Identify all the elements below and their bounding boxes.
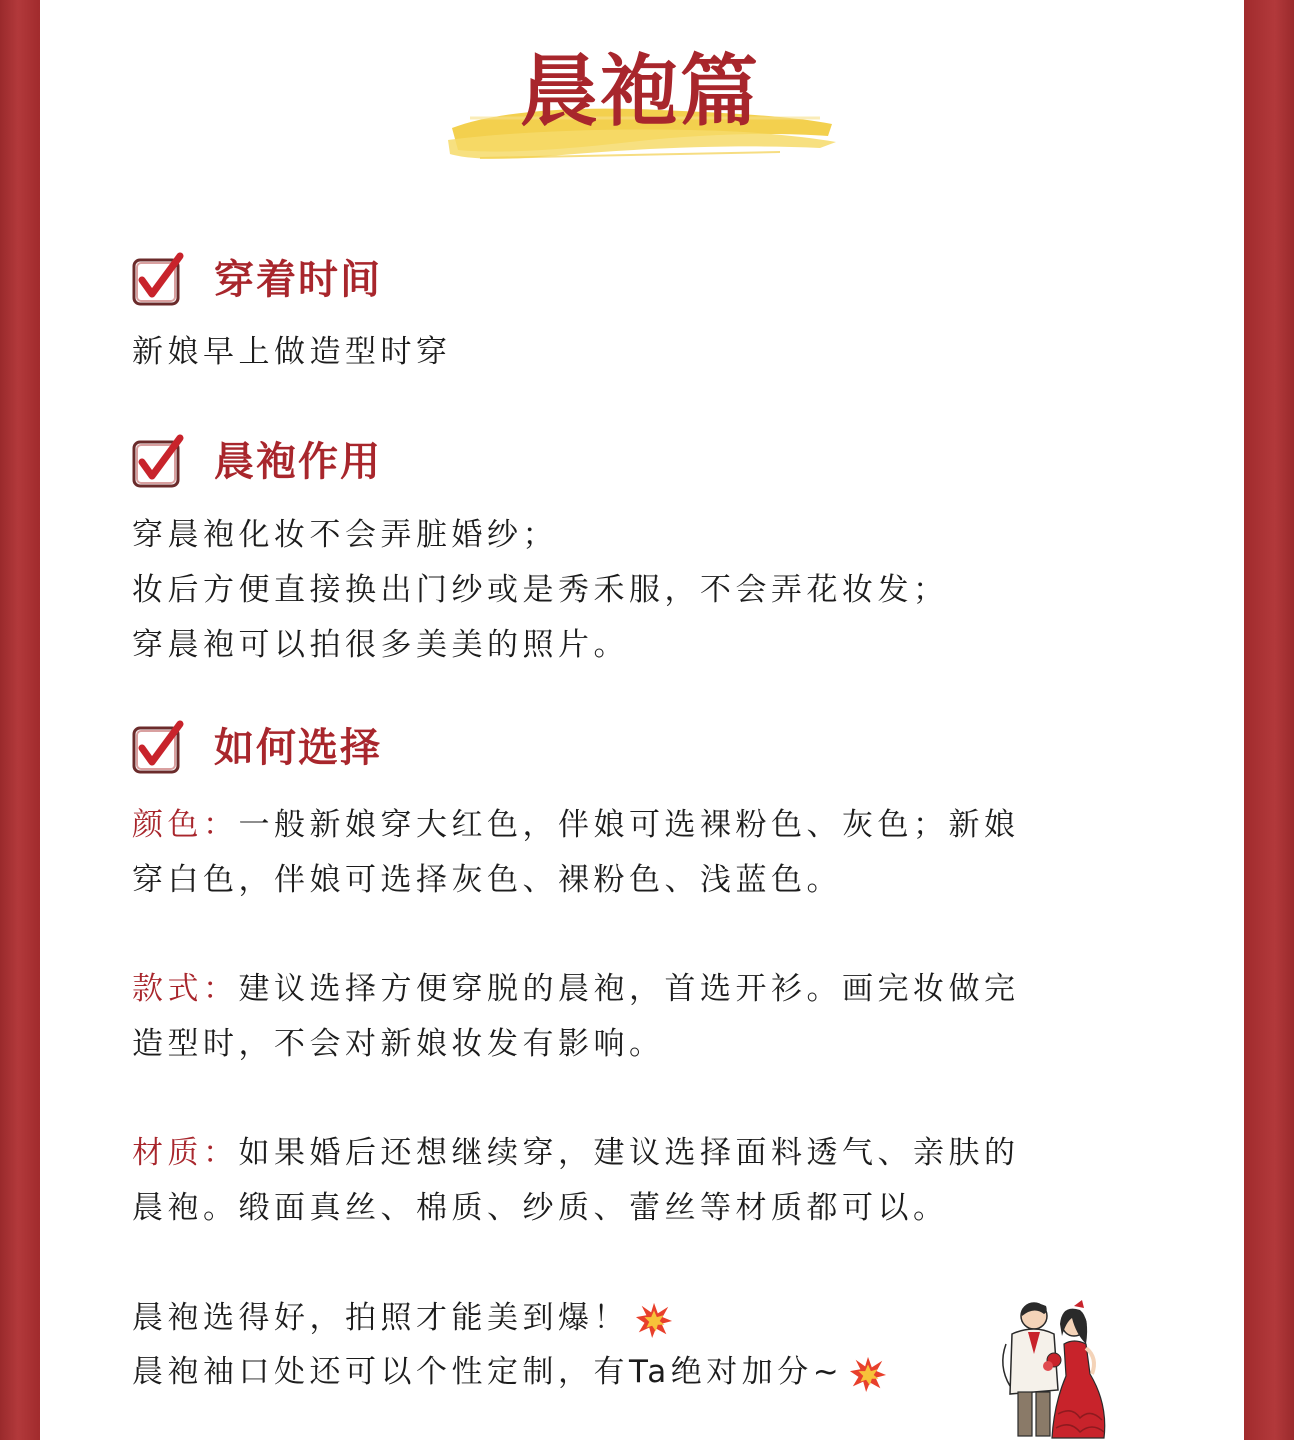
body-text-line: 晨袍。缎面真丝、棉质、纱质、蕾丝等材质都可以。 [132, 1190, 949, 1226]
choice-text: 如果婚后还想继续穿，建议选择面料透气、亲肤的 [238, 1135, 1020, 1171]
choice-text: 建议选择方便穿脱的晨袍，首选开衫。画完妆做完 [238, 971, 1020, 1007]
footer-text: 晨袍袖口处还可以个性定制，有Ta绝对加分~ [132, 1354, 844, 1390]
checkbox-checked-icon [130, 434, 186, 490]
title-block [440, 40, 840, 170]
body-text-line: 穿晨袍化妆不会弄脏婚纱； [132, 517, 558, 553]
body-text-line: 新娘早上做造型时穿 [132, 334, 452, 370]
section-heading-label: 如何选择 [214, 725, 382, 771]
page-title: 晨袍篇 [519, 46, 760, 137]
body-text-line: 穿晨袍可以拍很多美美的照片。 [132, 627, 629, 663]
body-text-line: 造型时，不会对新娘妆发有影响。 [132, 1026, 665, 1062]
choice-item-color [132, 805, 1020, 845]
footer-line [132, 1298, 673, 1339]
choice-key: 款式： [132, 971, 239, 1007]
choice-key: 材质： [132, 1135, 239, 1171]
footer-text: 晨袍选得好，拍照才能美到爆！ [132, 1300, 629, 1336]
choice-item-material [132, 1133, 1020, 1173]
choice-text: 一般新娘穿大红色，伴娘可选裸粉色、灰色；新娘 [238, 807, 1020, 843]
choice-item-style [132, 969, 1020, 1009]
bride-and-groom-illustration [962, 1294, 1112, 1440]
collision-emoji-icon [635, 1301, 673, 1339]
choice-key: 颜色： [132, 807, 239, 843]
collision-emoji-icon [849, 1355, 887, 1393]
section-heading-label: 晨袍作用 [214, 439, 382, 485]
footer-line [132, 1352, 887, 1393]
body-text-line: 妆后方便直接换出门纱或是秀禾服，不会弄花妆发； [132, 572, 949, 608]
checkbox-checked-icon [130, 720, 186, 776]
section-heading-label: 穿着时间 [214, 257, 382, 303]
body-text-line: 穿白色，伴娘可选择灰色、裸粉色、浅蓝色。 [132, 862, 842, 898]
checkbox-checked-icon [130, 252, 186, 308]
